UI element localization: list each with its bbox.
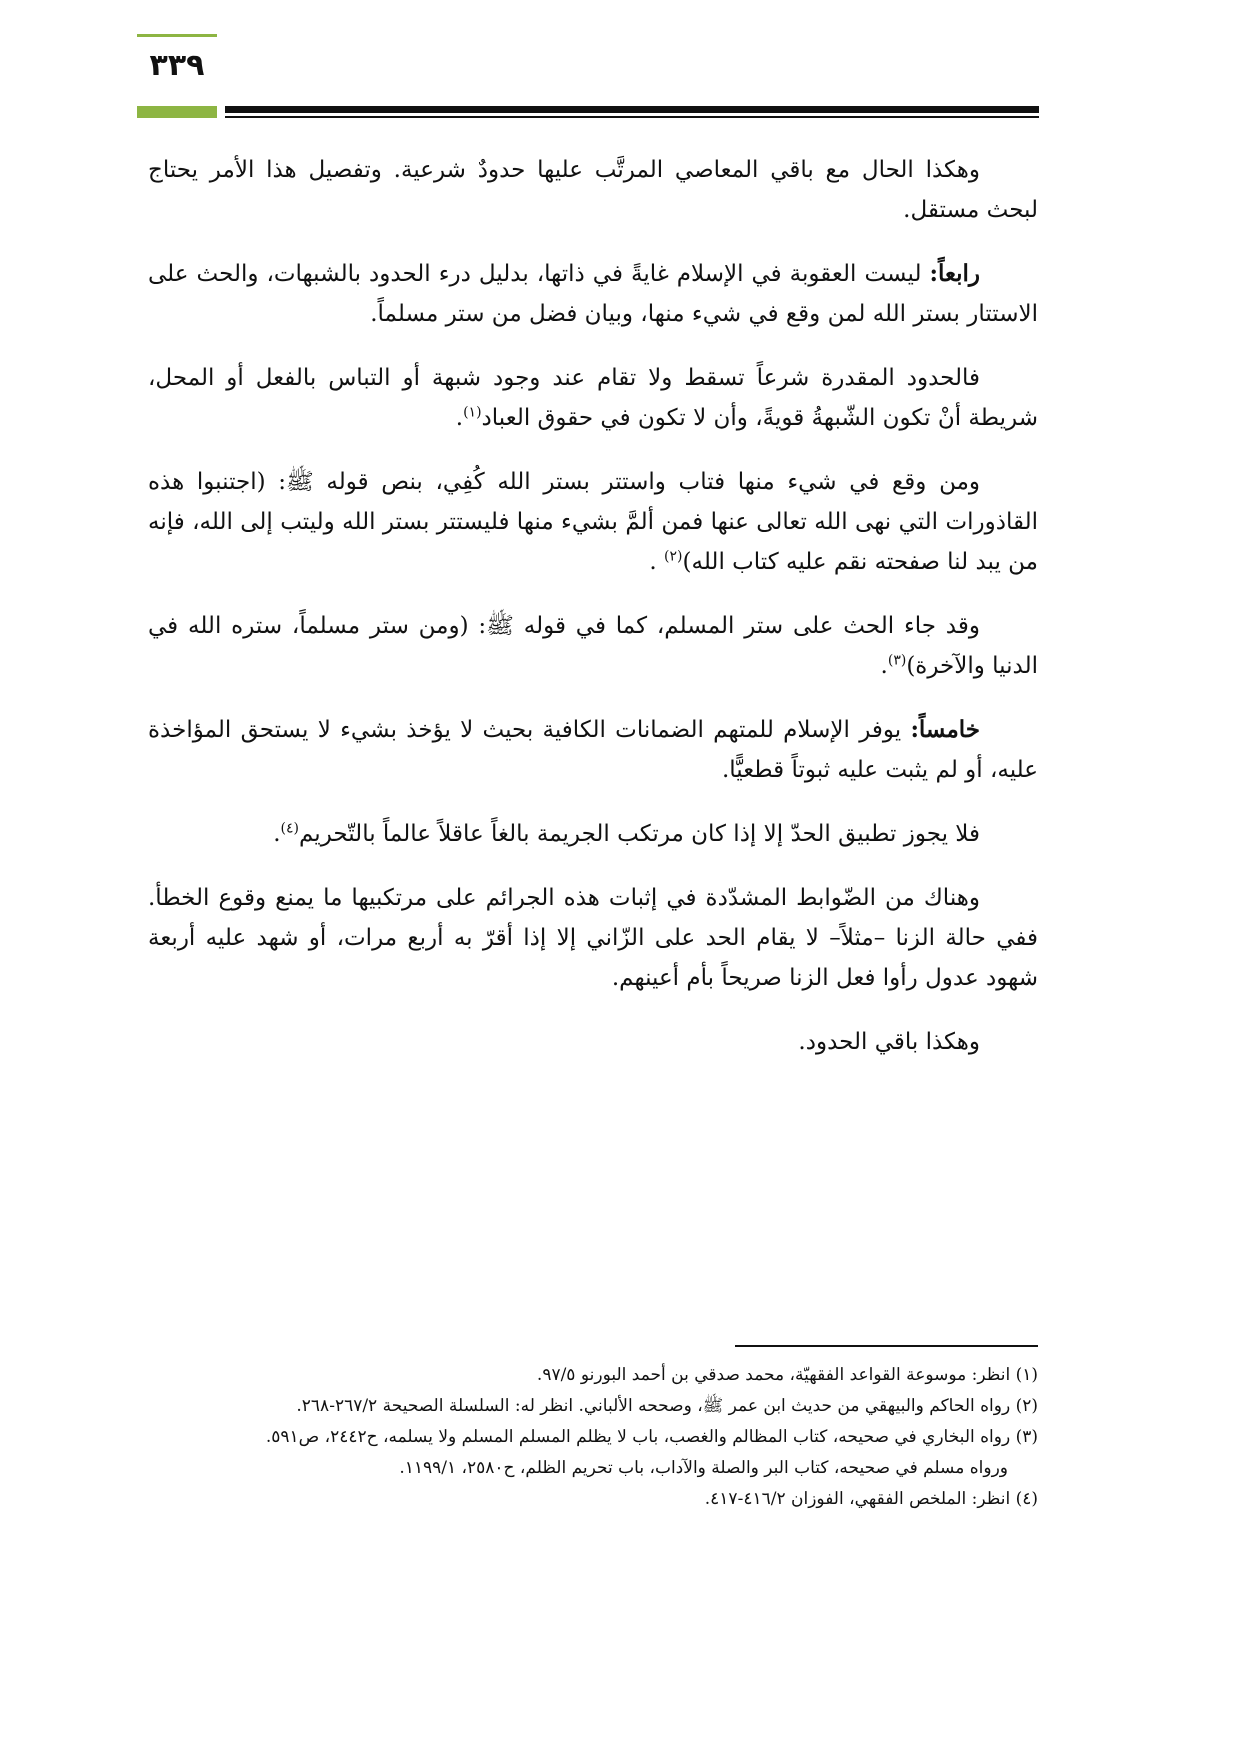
paragraph-1: وهكذا الحال مع باقي المعاصي المرتَّب عليها حدودٌ شرعية. وتفصيل هذا الأمر يحتاج لبحث مستقل.	[148, 157, 1038, 223]
paragraph-7-end: .	[273, 821, 281, 847]
footnote-ref-4[interactable]: (٤)	[280, 820, 299, 837]
paragraph-5-end: .	[880, 653, 888, 679]
header-top-accent	[137, 34, 217, 37]
paragraph-7-text: فلا يجوز تطبيق الحدّ إلا إذا كان مرتكب الجريمة بالغاً عاقلاً عالماً بالتّحريم	[299, 821, 980, 847]
paragraph-4	[148, 462, 1038, 582]
footnote-3: (٣) رواه البخاري في صحيحه، كتاب المظالم والغصب، باب لا يظلم المسلم المسلم ولا يسلمه، ح٢٤٤٢، ص٥٩١.	[265, 1427, 1038, 1447]
body-text	[148, 150, 1038, 1086]
paragraph-7	[148, 814, 1038, 854]
paragraph-3-end: .	[455, 405, 464, 431]
footnote-2: (٢) رواه الحاكم والبيهقي من حديث ابن عمر ﷺ، وصححه الألباني. انظر له: السلسلة الصحيحة ٢٦٧/٢-٢٦٨.	[296, 1396, 1038, 1416]
footnote-ref-1[interactable]: (١)	[463, 404, 482, 421]
header-accent-block	[137, 106, 217, 118]
paragraph-9: وهكذا باقي الحدود.	[798, 1029, 980, 1055]
header-rule-thick	[225, 106, 1039, 113]
footnote-ref-3[interactable]: (٣)	[887, 652, 907, 669]
footnote-ref-2[interactable]: (٢)	[664, 548, 683, 565]
paragraph-3	[148, 358, 1038, 438]
header-rule-thin	[225, 116, 1039, 118]
paragraph-5-text: وقد جاء الحث على ستر المسلم، كما في قوله ﷺ: (ومن ستر مسلماً، ستره الله في الدنيا والآخرة)	[148, 613, 1038, 679]
paragraph-6-text: يوفر الإسلام للمتهم الضمانات الكافية بحيث لا يؤخذ بشيء لا يستحق المؤاخذة عليه، أو لم يثبت عليه ثبوتاً قطعيًّا.	[148, 717, 1038, 783]
paragraph-3-text: فالحدود المقدرة شرعاً تسقط ولا تقام عند وجود شبهة أو التباس بالفعل أو المحل، شريطة أنْ تكون الشّبهةُ قويةً، وأن لا تكون في حقوق العباد	[148, 365, 1038, 431]
paragraph-8: وهناك من الضّوابط المشدّدة في إثبات هذه الجرائم على مرتكبيها ما يمنع وقوع الخطأ. ففي حالة الزنا –مثلاً– لا يقام الحد على الزّاني إلا إذا أقرّ به أربع مرات، أو شهد عليه أربعة شهود عدول رأوا فعل الزنا صريحاً بأم أعينهم.	[148, 885, 1038, 991]
footnote-separator	[735, 1345, 1038, 1347]
page-number: ٣٣٩	[149, 48, 205, 83]
paragraph-4-end: .	[649, 549, 665, 575]
paragraph-2-text: ليست العقوبة في الإسلام غايةً في ذاتها، بدليل درء الحدود بالشبهات، والحث على الاستتار بستر الله لمن وقع في شيء منها، وبيان فضل من ستر مسلماً.	[148, 261, 1038, 327]
footnote-4: (٤) انظر: الملخص الفقهي، الفوزان ٤١٦/٢-٤١٧.	[704, 1489, 1038, 1509]
heading-fourth: رابعاً:	[929, 260, 980, 287]
paragraph-2	[148, 254, 1038, 334]
footnotes	[148, 1360, 1038, 1515]
paragraph-4-text: ومن وقع في شيء منها فتاب واستتر بستر الله كُفِي، بنص قوله ﷺ: (اجتنبوا هذه القاذورات التي نهى الله تعالى عنها فمن ألمَّ بشيء منها فليستتر بستر الله وليتب إلى الله، فإنه من يبد لنا صفحته نقم عليه كتاب الله)	[148, 469, 1038, 575]
heading-fifth: خامساً:	[910, 716, 980, 743]
paragraph-5	[148, 606, 1038, 686]
paragraph-6	[148, 710, 1038, 790]
footnote-1: (١) انظر: موسوعة القواعد الفقهيّة، محمد صدقي بن أحمد البورنو ٩٧/٥.	[536, 1365, 1038, 1385]
footnote-3-continued: ورواه مسلم في صحيحه، كتاب البر والصلة والآداب، باب تحريم الظلم، ح٢٥٨٠، ١١٩٩/١.	[399, 1458, 1008, 1478]
